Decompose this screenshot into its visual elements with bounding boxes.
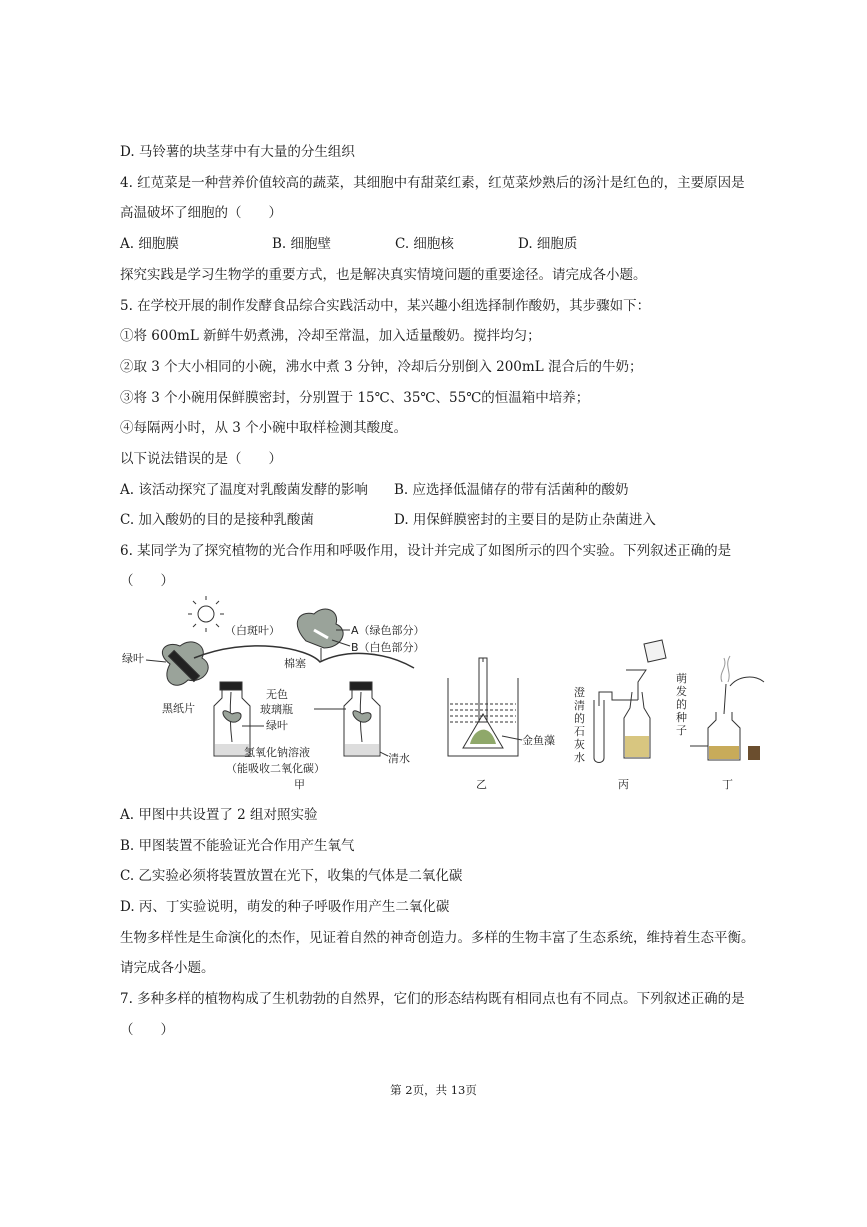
label-seeds-2: 发 [676, 685, 687, 698]
label-seeds-4: 种 [676, 711, 687, 724]
seed-jar-apparatus [708, 656, 764, 760]
right-bottle [344, 682, 380, 756]
label-lvye-mid: 绿叶 [266, 719, 288, 732]
q6-stem-line-1: 6. 某同学为了探究植物的光合作用和呼吸作用，设计并完成了如图所示的四个实验。下列叙述正确的是 [120, 543, 732, 559]
label-lvye-left: 绿叶 [122, 652, 144, 665]
label-heizhipian: 黑纸片 [162, 702, 195, 715]
q6-option-d: D. 丙、丁实验说明，萌发的种子呼吸作用产生二氧化碳 [120, 899, 450, 915]
label-mianse: 棉塞 [284, 657, 306, 670]
section-intro-2-line-2: 请完成各小题。 [120, 960, 215, 976]
sun-icon [188, 596, 224, 632]
page-footer: 第 2页，共 13页 [390, 1083, 477, 1097]
label-b-white: B（白色部分） [351, 641, 425, 654]
q6-option-c: C. 乙实验必须将装置放置在光下，收集的气体是二氧化碳 [120, 868, 463, 884]
label-bolipin: 玻璃瓶 [260, 703, 293, 716]
section-intro-1: 探究实践是学习生物学的重要方式，也是解决真实情境问题的重要途径。请完成各小题。 [120, 267, 647, 283]
label-jinyuzao: 金鱼藻 [522, 734, 555, 747]
label-naoh: 氢氧化钠溶液 [244, 746, 310, 759]
label-seeds-1: 萌 [676, 672, 687, 685]
label-qingshui: 清水 [388, 752, 410, 765]
label-wuse: 无色 [266, 688, 288, 701]
label-seeds-3: 的 [676, 698, 687, 711]
q4-option-a: A. 细胞膜 [120, 236, 179, 252]
label-yi: 乙 [476, 778, 487, 791]
label-limewater-2: 清 [574, 699, 585, 712]
label-naoh-note: （能吸收二氧化碳） [226, 762, 325, 775]
left-bottle [214, 682, 250, 756]
label-limewater-1: 澄 [574, 686, 585, 699]
q6-option-b: B. 甲图装置不能验证光合作用产生氧气 [120, 838, 355, 854]
q5-stem: 5. 在学校开展的制作发酵食品综合实践活动中，某兴趣小组选择制作酸奶，其步骤如下： [120, 298, 651, 314]
label-limewater-3: 的 [574, 712, 585, 725]
beaker-apparatus [448, 658, 518, 756]
q6-option-a: A. 甲图中共设置了 2 组对照实验 [120, 807, 318, 823]
label-ding: 丁 [722, 778, 733, 791]
q5-step-3: ③将 3 个小碗用保鲜膜密封，分别置于 15℃、35℃、55℃的恒温箱中培养； [120, 390, 590, 406]
q4-option-b: B. 细胞壁 [272, 236, 332, 252]
q5-step-4: ④每隔两小时，从 3 个小碗中取样检测其酸度。 [120, 420, 408, 436]
q4-option-c: C. 细胞核 [395, 236, 454, 252]
q5-option-a: A. 该活动探究了温度对乳酸菌发酵的影响 [120, 482, 368, 498]
q5-step-2: ②取 3 个大小相同的小碗，沸水中煮 3 分钟，冷却后分别倒入 200mL 混合后的牛奶； [120, 359, 643, 375]
q5-option-b: B. 应选择低温储存的带有活菌种的酸奶 [394, 482, 629, 498]
q7-stem-line-2: （ ） [120, 1022, 174, 1038]
q5-step-1: ①将 600mL 新鲜牛奶煮沸，冷却至常温，加入适量酸奶。搅拌均匀； [120, 328, 541, 344]
section-intro-2-line-1: 生物多样性是生命演化的杰作，见证着自然的神奇创造力。多样的生物丰富了生态系统，维持着生态平衡。 [120, 930, 755, 946]
label-jia: 甲 [294, 778, 305, 791]
label-limewater-6: 水 [574, 751, 585, 764]
label-limewater-5: 灰 [574, 738, 585, 751]
q7-stem-line-1: 7. 多种多样的植物构成了生机勃勃的自然界，它们的形态结构既有相同点也有不同点。下列叙述正确的是 [120, 991, 745, 1007]
q5-option-d: D. 用保鲜膜密封的主要目的是防止杂菌进入 [394, 512, 656, 528]
q6-experiment-figure [118, 596, 768, 802]
label-baibanye: （白斑叶） [225, 624, 280, 637]
q5-ask: 以下说法错误的是（ ） [120, 451, 282, 467]
limewater-apparatus [594, 640, 666, 763]
q6-stem-line-2: （ ） [120, 573, 174, 589]
covered-leaf-icon [162, 642, 208, 685]
q4-stem-line-2: 高温破坏了细胞的（ ） [120, 205, 282, 221]
q4-option-d: D. 细胞质 [518, 236, 578, 252]
label-a-green: A（绿色部分） [351, 624, 425, 637]
q5-option-c: C. 加入酸奶的目的是接种乳酸菌 [120, 512, 314, 528]
label-seeds-5: 子 [676, 724, 687, 737]
q4-stem-line-1: 4. 红苋菜是一种营养价值较高的蔬菜，其细胞中有甜菜红素，红苋菜炒熟后的汤汁是红色的，主要原因是 [120, 175, 745, 191]
q3-option-d: D. 马铃薯的块茎芽中有大量的分生组织 [120, 144, 355, 160]
label-limewater-4: 石 [574, 725, 585, 738]
variegated-leaf-icon [297, 609, 343, 662]
label-bing: 丙 [618, 778, 629, 791]
